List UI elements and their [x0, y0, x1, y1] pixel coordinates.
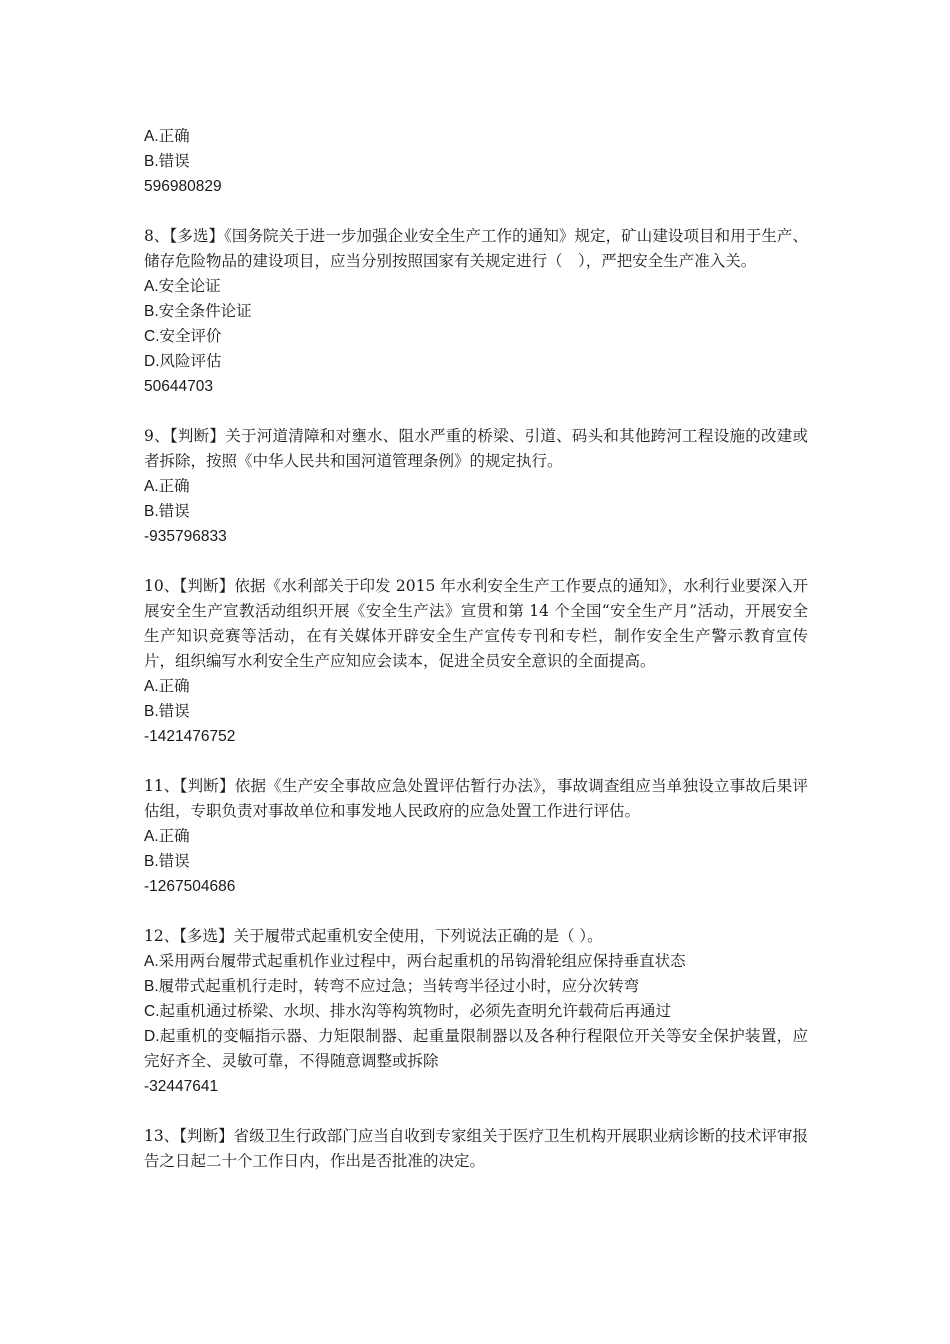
question-type: 【判断】 [179, 777, 235, 795]
question-text: 省级卫生行政部门应当自收到专家组关于医疗卫生机构开展职业病诊断的技术评审报告之日起二十个工作日内，作出是否批准的决定。 [144, 1127, 808, 1170]
option-b: B.错误 [144, 503, 190, 520]
question-11 [144, 774, 808, 899]
question-stem [144, 1124, 808, 1174]
question-text: 《国务院关于进一步加强企业安全生产工作的通知》规定，矿山建设项目和用于生产、储存危险物品的建设项目，应当分别按照国家有关规定进行（ ），严把安全生产准入关。 [144, 227, 808, 270]
question-7-tail [144, 124, 808, 199]
question-code: -1267504686 [144, 878, 236, 895]
option-b: B.错误 [144, 703, 190, 720]
question-type: 【多选】 [169, 227, 225, 245]
question-number: 9、 [144, 427, 170, 445]
option-a: A.安全论证 [144, 278, 221, 295]
question-code: -1421476752 [144, 728, 236, 745]
question-stem [144, 224, 808, 274]
question-type: 【判断】 [169, 427, 226, 445]
question-type: 【多选】 [179, 927, 234, 945]
question-number: 12、 [144, 927, 180, 945]
option-a: A.正确 [144, 828, 190, 845]
question-8 [144, 224, 808, 399]
question-type: 【判断】 [179, 1127, 234, 1145]
question-text: 依据《水利部关于印发 2015 年水利安全生产工作要点的通知》，水利行业要深入开展安全生产宣教活动组织开展《安全生产法》宣贯和第 14 个全国“安全生产月”活动，开展安全生产知识竞赛等活动，在有关媒体开辟安全生产宣传专刊和专栏，制作安全生产警示教育宣传片，组织编写水利安全生产应知应会读本，促进全员安全意识的全面提高。 [144, 577, 808, 670]
option-d: D.风险评估 [144, 353, 222, 370]
question-10 [144, 574, 808, 749]
question-9 [144, 424, 808, 549]
question-number: 11、 [144, 777, 180, 795]
question-stem [144, 924, 808, 949]
option-b: B.履带式起重机行走时，转弯不应过急；当转弯半径过小时，应分次转弯 [144, 978, 640, 995]
option-a: A.采用两台履带式起重机作业过程中，两台起重机的吊钩滑轮组应保持垂直状态 [144, 953, 686, 970]
option-c: C.起重机通过桥梁、水坝、排水沟等构筑物时，必须先查明允许载荷后再通过 [144, 1003, 672, 1020]
question-type: 【判断】 [179, 577, 235, 595]
question-12 [144, 924, 808, 1099]
question-code: -32447641 [144, 1078, 219, 1095]
document-page [144, 124, 808, 1174]
option-a: A.正确 [144, 478, 190, 495]
question-13 [144, 1124, 808, 1174]
option-text: B.错误 [144, 153, 190, 170]
question-number: 13、 [144, 1127, 180, 1145]
question-stem [144, 574, 808, 674]
option-b [144, 149, 808, 174]
question-text: 依据《生产安全事故应急处置评估暂行办法》，事故调查组应当单独设立事故后果评估组，专职负责对事故单位和事发地人民政府的应急处置工作进行评估。 [144, 777, 808, 820]
question-stem [144, 774, 808, 824]
question-code: -935796833 [144, 528, 227, 545]
option-text: A.正确 [144, 128, 190, 145]
option-b: B.安全条件论证 [144, 303, 252, 320]
question-text: 关于河道清障和对壅水、阻水严重的桥梁、引道、码头和其他跨河工程设施的改建或者拆除，按照《中华人民共和国河道管理条例》的规定执行。 [144, 427, 808, 470]
question-text: 关于履带式起重机安全使用，下列说法正确的是（ ）。 [233, 927, 603, 945]
option-a [144, 124, 808, 149]
option-d: D.起重机的变幅指示器、力矩限制器、起重量限制器以及各种行程限位开关等安全保护装置，应完好齐全、灵敏可靠，不得随意调整或拆除 [144, 1028, 808, 1070]
question-stem [144, 424, 808, 474]
question-code: 596980829 [144, 178, 222, 195]
option-b: B.错误 [144, 853, 190, 870]
question-code: 50644703 [144, 378, 213, 395]
question-number: 8、 [144, 227, 170, 245]
question-number: 10、 [144, 577, 180, 595]
option-c: C.安全评价 [144, 328, 222, 345]
option-a: A.正确 [144, 678, 190, 695]
